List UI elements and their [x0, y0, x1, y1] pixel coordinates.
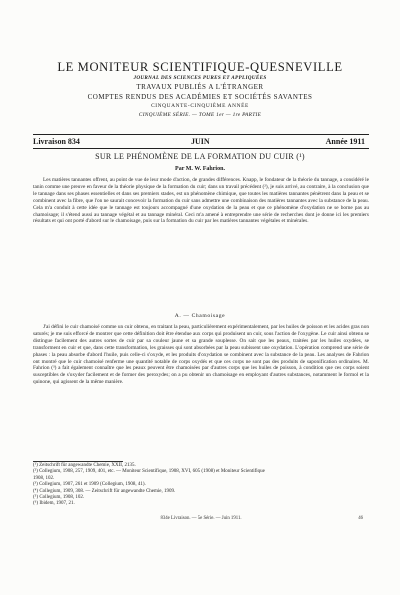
journal-subtitle: JOURNAL DES SCIENCES PURES ET APPLIQUÉES [133, 75, 267, 81]
footnote: 1908, 102. [33, 475, 55, 481]
footnote-rule [33, 461, 123, 462]
masthead-series-line: CINQUIÈME SÉRIE. — TOME 1er — 1re PARTIE [138, 112, 262, 118]
issue-year: Année 1911 [325, 137, 365, 146]
footnote: (⁶) Ibidem, 1907, 21. [33, 501, 75, 507]
top-rule [33, 134, 369, 135]
issue-number: Livraison 834 [33, 137, 80, 146]
page-number: 46 [358, 516, 363, 521]
footnote: (¹) Zeitschrift für angewandte Chemie, XXII, 2135. [33, 463, 136, 468]
article-paragraph: J'ai défini le cuir chamoisé comme un cuir obtenu, en traitant la peau, particulièrement expérimentalement, par les huiles de poisson et les acides gras non saturés; je me suis efforcé de montrer que cette définition doit être étendue aux corps qui produisent un cuir, sous l'action de l'oxygène. Le cuir ainsi obtenu se distingue facilement des autres sortes de cuir par sa couleur jaune et sa grande souplesse. On sait que les peaux, traitées par les huiles oxydées, se transforment en cuir et que, dans cette transformation, les graisses qui sont absorbées par la peau subissent une oxydation. L'opération comprend une série de phases : la peau absorbe d'abord l'huile, puis celle-ci s'oxyde, et les produits d'oxydation se combinent avec la substance de la peau. Les analyses de Fahrion ont montré que le cuir chamoisé renferme une quantité notable de corps oxydés et que ces corps ne sont pas des produits de saponification ordinaires. M. Fahrion (³) a fait également connaître que les peaux peuvent être chamoisées par d'autres corps que les huiles de poisson, à condition que ces corps soient susceptibles de s'oxyder facilement et de former des peroxydes; on a pu obtenir un chamoisage en employant d'autres substances, notamment le formol et la quinone, qui agissent de la même manière. [33, 324, 369, 386]
masthead-line-comptes-rendus: COMPTES RENDUS DES ACADÉMIES ET SOCIÉTÉS SAVANTES [87, 93, 313, 101]
issue-row [33, 137, 369, 147]
masthead-year-line: CINQUANTE-CINQUIÈME ANNÉE [151, 103, 249, 109]
article-paragraph: Les matières tannantes offrent, au point de vue de leur mode d'action, de grandes différences. Knapp, le fondateur de la théorie du tannage, a considéré le tanin comme une preuve en faveur de la théorie physique de la formation du cuir; dans un travail précédent (²), je suis arrivé, au contraire, à la conclusion que le tannage dans ses phases essentielles et dans ses premiers stades, est un phénomène chimique, que toutes les matières tannantes pénètrent dans la peau et se combinent avec la fibre, que l'on ne saurait concevoir la formation du cuir sans admettre une combinaison des matières tannantes avec la substance de la peau. Cela m'a conduit à cette idée que le tannage est toujours accompagné d'une oxydation de la peau et que ce phénomène d'oxydation ne se borne pas au chamoisage; il s'étend aussi au tannage végétal et au tannage minéral. Ceci m'a amené à entreprendre une série de recherches dont je donne ici les premiers résultats et qui ont porté d'abord sur le chamoisage, puis sur la formation du cuir par les matières tannantes végétales et minérales. [33, 177, 369, 225]
article-title: SUR LE PHÉNOMÈNE DE LA FORMATION DU CUIR (¹) [95, 152, 305, 161]
footnote: (³) Collegium, 1907, 261 et 1909 (Collegium, 1908, 41). [33, 482, 146, 488]
footnote: (⁵) Collegium, 1908, 102. [33, 495, 85, 501]
footnote: (⁴) Collegium, 1909, 308. — Zeitschrift für angewandte Chemie, 1909. [33, 488, 176, 494]
journal-title: LE MONITEUR SCIENTIFIQUE-QUESNEVILLE [57, 60, 343, 74]
footnote: (²) Collegium, 1908, 257, 1909, 401, etc. — Moniteur Scientifique, 1908, XVI, 605 (1908) et Moniteur Scientifique [33, 469, 265, 475]
footnotes [33, 463, 369, 508]
masthead-line-travaux: TRAVAUX PUBLIÉS A L'ÉTRANGER [136, 83, 264, 91]
footer-issue-info: 834e Livraison. — 5e Série. — Juin 1911. [160, 516, 242, 521]
section-heading: A. — Chamoisage [174, 313, 226, 319]
issue-month: JUIN [191, 137, 210, 146]
bottom-rule [33, 148, 369, 149]
article-byline: Par M. W. Fahrion. [175, 166, 225, 172]
masthead [0, 60, 400, 120]
page-footer [33, 515, 369, 523]
